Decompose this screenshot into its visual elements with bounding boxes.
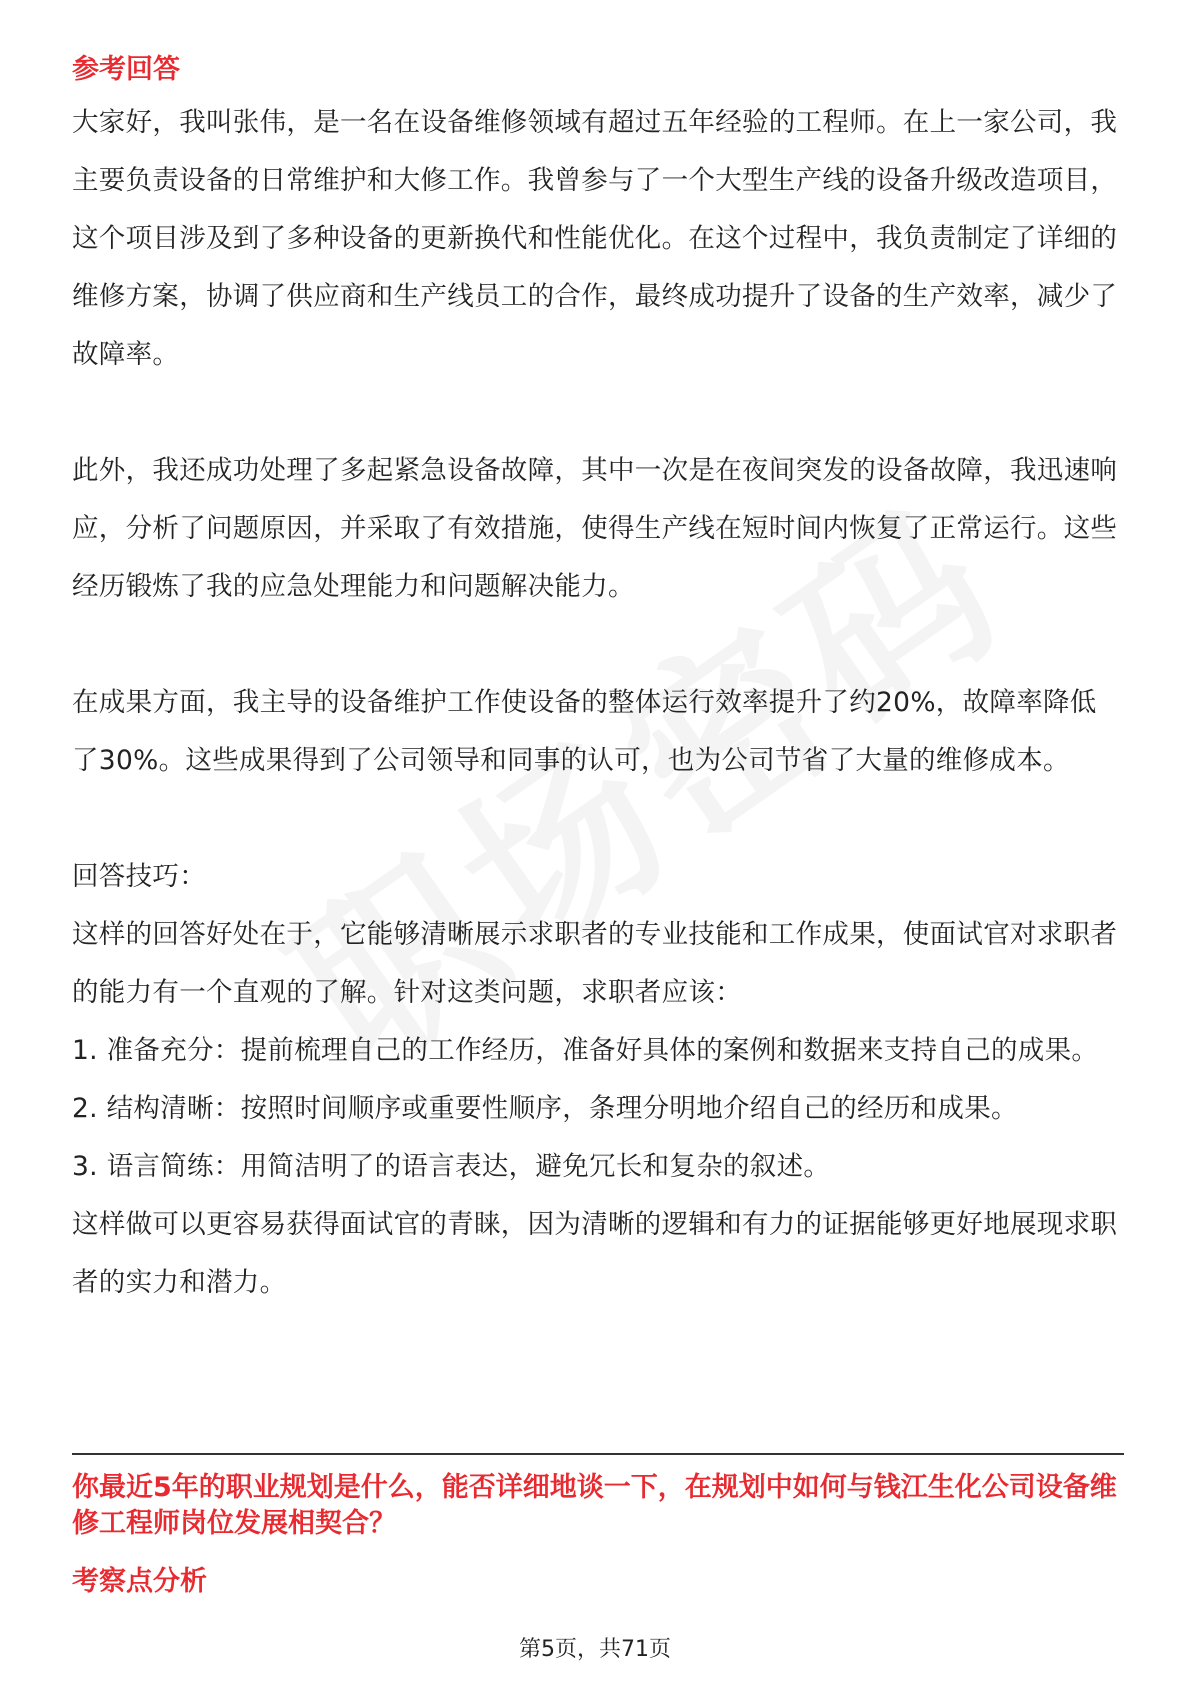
- answer-paragraph-3: 在成果方面，我主导的设备维护工作使设备的整体运行效率提升了约20%，故障率降低了30%。这些成果得到了公司领导和同事的认可，也为公司节省了大量的维修成本。: [72, 687, 1097, 776]
- tips-item-1: 1. 准备充分：提前梳理自己的工作经历，准备好具体的案例和数据来支持自己的成果。: [72, 1035, 1099, 1066]
- next-question-title: 你最近5年的职业规划是什么，能否详细地谈一下，在规划中如何与钱江生化公司设备维修工程师岗位发展相契合？: [72, 1472, 1117, 1539]
- section-title-reference-answer: 参考回答: [72, 54, 180, 85]
- document-body: [72, 50, 1122, 1312]
- tips-title: 回答技巧：: [72, 861, 206, 892]
- tips-item-2: 2. 结构清晰：按照时间顺序或重要性顺序，条理分明地介绍自己的经历和成果。: [72, 1093, 1018, 1124]
- section-divider: [72, 1453, 1124, 1455]
- answer-paragraph-1: 大家好，我叫张伟，是一名在设备维修领域有超过五年经验的工程师。在上一家公司，我主要负责设备的日常维护和大修工作。我曾参与了一个大型生产线的设备升级改造项目，这个项目涉及到了多种设备的更新换代和性能优化。在这个过程中，我负责制定了详细的维修方案，协调了供应商和生产线员工的合作，最终成功提升了设备的生产效率，减少了故障率。: [72, 107, 1118, 370]
- tips-item-3: 3. 语言简练：用简洁明了的语言表达，避免冗长和复杂的叙述。: [72, 1151, 831, 1182]
- tips-intro: 这样的回答好处在于，它能够清晰展示求职者的专业技能和工作成果，使面试官对求职者的能力有一个直观的了解。针对这类问题，求职者应该：: [72, 919, 1118, 1008]
- analysis-title: 考察点分析: [72, 1566, 207, 1597]
- tips-conclusion: 这样做可以更容易获得面试官的青睐，因为清晰的逻辑和有力的证据能够更好地展现求职者的实力和潜力。: [72, 1209, 1118, 1298]
- answer-paragraph-2: 此外，我还成功处理了多起紧急设备故障，其中一次是在夜间突发的设备故障，我迅速响应，分析了问题原因，并采取了有效措施，使得生产线在短时间内恢复了正常运行。这些经历锻炼了我的应急处理能力和问题解决能力。: [72, 455, 1118, 602]
- page-number: 第5页，共71页: [519, 1637, 671, 1662]
